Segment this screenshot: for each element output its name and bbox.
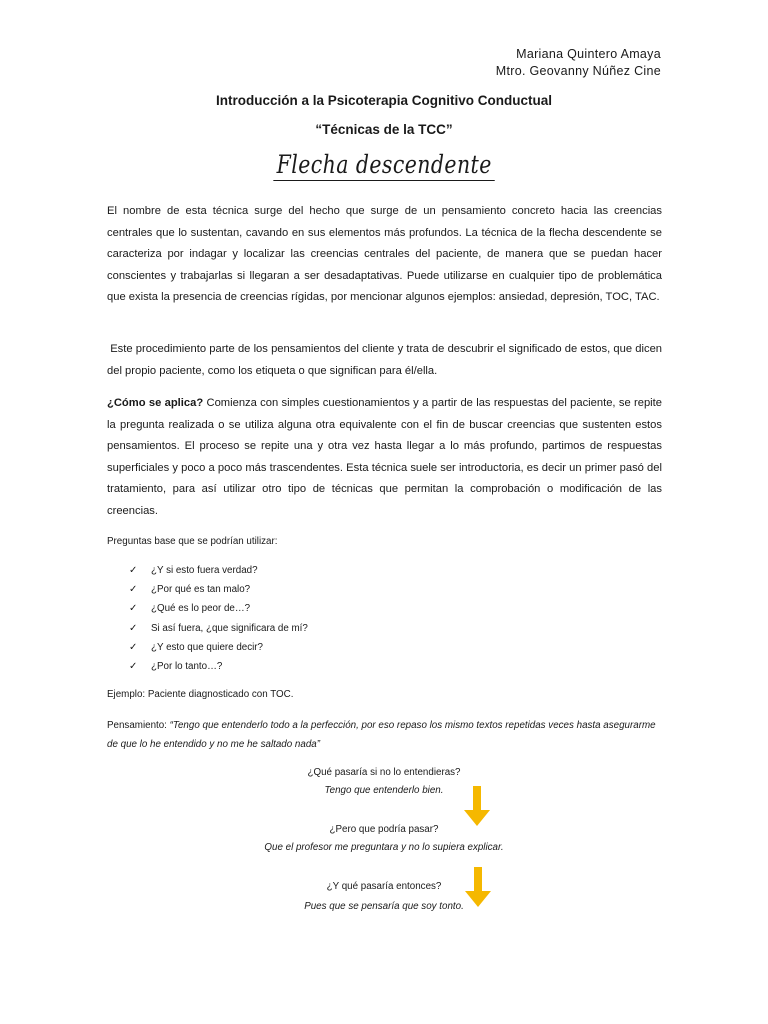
paragraph-procedure xyxy=(107,339,662,382)
paragraph-application xyxy=(107,393,662,522)
check-icon: ✓ xyxy=(129,584,138,596)
thought-text: “Tengo que entenderlo todo a la perfección, por eso repaso los mismo textos repetidas veces hasta asegurarme de que lo he entendido y no me he saltado nada” xyxy=(107,720,656,750)
arrow-shape xyxy=(464,786,490,826)
questions-intro: Preguntas base que se podrían utilizar: xyxy=(107,536,278,547)
teacher-name: Mtro. Geovanny Núñez Cine xyxy=(495,64,661,78)
question-text: Si así fuera, ¿que significara de mí? xyxy=(151,622,308,634)
flow-question-2: ¿Pero que podría pasar? xyxy=(329,824,439,835)
thought-paragraph xyxy=(107,716,667,754)
list-item xyxy=(129,599,308,618)
paragraph-application-text: Comienza con simples cuestionamientos y a partir de las respuestas del paciente, se repite la pregunta realizada o se utiliza alguna otra equivalente con el fin de buscar creencias que sustenten estos pensamientos. El proceso se repite una y otra vez hasta llegar a lo más profundo, partimos de respuestas superficiales y poco a poco más trascendentes. Esta técnica suele ser introductoria, es decir un primer pasó del tratamiento, para así utilizar otro tipo de técnicas que permitan la comprobación o modificación de las creencias. xyxy=(107,397,662,517)
question-text: ¿Por qué es tan malo? xyxy=(151,584,251,596)
flow-answer-2: Que el profesor me preguntara y no lo supiera explicar. xyxy=(264,842,504,853)
thought-label: Pensamiento: xyxy=(107,720,167,731)
flow-question-3: ¿Y qué pasaría entonces? xyxy=(326,881,442,892)
course-title: Introducción a la Psicoterapia Cognitivo Conductual xyxy=(215,93,553,108)
check-icon: ✓ xyxy=(129,622,138,634)
document-heading xyxy=(0,150,768,181)
questions-list xyxy=(129,561,308,676)
question-text: ¿Y esto que quiere decir? xyxy=(151,641,264,653)
flow-question-1: ¿Qué pasaría si no lo entendieras? xyxy=(307,767,461,778)
heading-text: Flecha descendente xyxy=(273,150,495,181)
paragraph-procedure-text: Este procedimiento parte de los pensamientos del cliente y trata de descubrir el significado de estos, que dicen del propio paciente, como los etiqueta o que significan para él/ella. xyxy=(107,343,663,377)
list-item xyxy=(129,638,308,657)
author-name: Mariana Quintero Amaya xyxy=(516,47,661,61)
list-item xyxy=(129,619,308,638)
question-text: ¿Y si esto fuera verdad? xyxy=(151,565,258,576)
arrow-down-icon xyxy=(464,786,490,826)
question-text: ¿Qué es lo peor de…? xyxy=(151,603,251,615)
check-icon: ✓ xyxy=(129,660,138,672)
check-icon: ✓ xyxy=(129,641,138,653)
question-text: ¿Por lo tanto…? xyxy=(151,660,223,672)
example-line: Ejemplo: Paciente diagnosticado con TOC. xyxy=(107,689,294,700)
flow-answer-3: Pues que se pensaría que soy tonto. xyxy=(304,901,464,912)
list-item xyxy=(129,580,308,599)
paragraph-definition: El nombre de esta técnica surge del hecho que surge de un pensamiento concreto hacia las creencias centrales que lo sustentan, cavando en sus elementos más profundos. La técnica de la flecha descendente se caracteriza por indagar y localizar las creencias centrales del paciente, de manera que se puedan hacer conscientes y trabajarlas si llegaran a ser desadaptativas. Puede utilizarse en cualquier tipo de problemática que exista la presencia de creencias rígidas, por mencionar algunos ejemplos: ansiedad, depresión, TOC, TAC. xyxy=(107,205,662,303)
list-item xyxy=(129,561,308,580)
check-icon: ✓ xyxy=(129,565,138,576)
check-icon: ✓ xyxy=(129,603,138,615)
author-block xyxy=(496,46,661,80)
paragraph-application-lead: ¿Cómo se aplica? xyxy=(107,397,204,409)
list-item xyxy=(129,657,308,676)
flow-answer-1: Tengo que entenderlo bien. xyxy=(324,785,444,796)
document-subtitle: “Técnicas de la TCC” xyxy=(315,122,453,137)
